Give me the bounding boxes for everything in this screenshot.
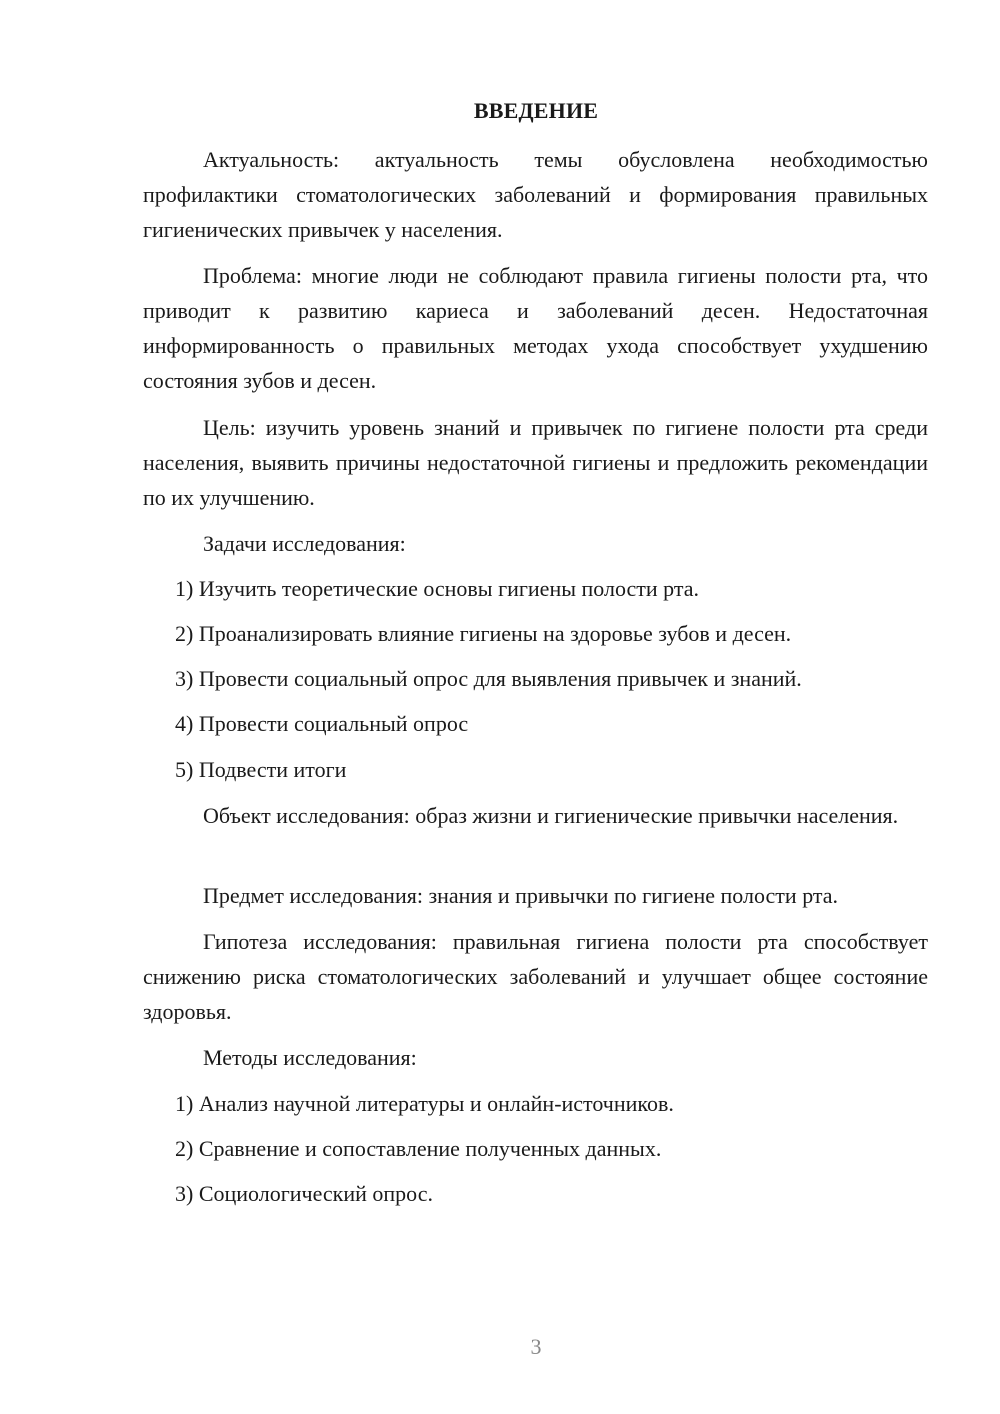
method-item: 3) Социологический опрос.	[175, 1181, 433, 1206]
object-paragraph: Объект исследования: образ жизни и гигиенические привычки населения.	[203, 803, 899, 828]
methods-heading: Методы исследования:	[203, 1045, 417, 1070]
subject-paragraph: Предмет исследования: знания и привычки по гигиене полости рта.	[203, 883, 839, 908]
task-item: 5) Подвести итоги	[175, 757, 347, 782]
method-item: 2) Сравнение и сопоставление полученных данных.	[175, 1136, 662, 1161]
relevance-paragraph: Актуальность: актуальность темы обусловлена необходимостью профилактики стоматологических заболеваний и формирования правильных гигиенических привычек у населения.	[143, 147, 928, 242]
method-item: 1) Анализ научной литературы и онлайн-источников.	[175, 1091, 674, 1116]
hypothesis-paragraph: Гипотеза исследования: правильная гигиена полости рта способствует снижению риска стоматологических заболеваний и улучшает общее состояние здоровья.	[143, 929, 928, 1024]
tasks-heading: Задачи исследования:	[203, 531, 406, 556]
problem-paragraph: Проблема: многие люди не соблюдают правила гигиены полости рта, что приводит к развитию кариеса и заболеваний десен. Недостаточная информированность о правильных методах ухода способствует ухудшению состояния зубов и десен.	[143, 263, 928, 393]
page-number: 3	[530, 1334, 542, 1359]
task-item: 4) Провести социальный опрос	[175, 711, 469, 736]
task-item: 1) Изучить теоретические основы гигиены полости рта.	[175, 576, 700, 601]
task-item: 3) Провести социальный опрос для выявления привычек и знаний.	[175, 666, 802, 691]
page-title: ВВЕДЕНИЕ	[473, 98, 599, 123]
task-item: 2) Проанализировать влияние гигиены на здоровье зубов и десен.	[175, 621, 792, 646]
goal-paragraph: Цель: изучить уровень знаний и привычек по гигиене полости рта среди населения, выявить причины недостаточной гигиены и предложить рекомендации по их улучшению.	[143, 415, 928, 510]
